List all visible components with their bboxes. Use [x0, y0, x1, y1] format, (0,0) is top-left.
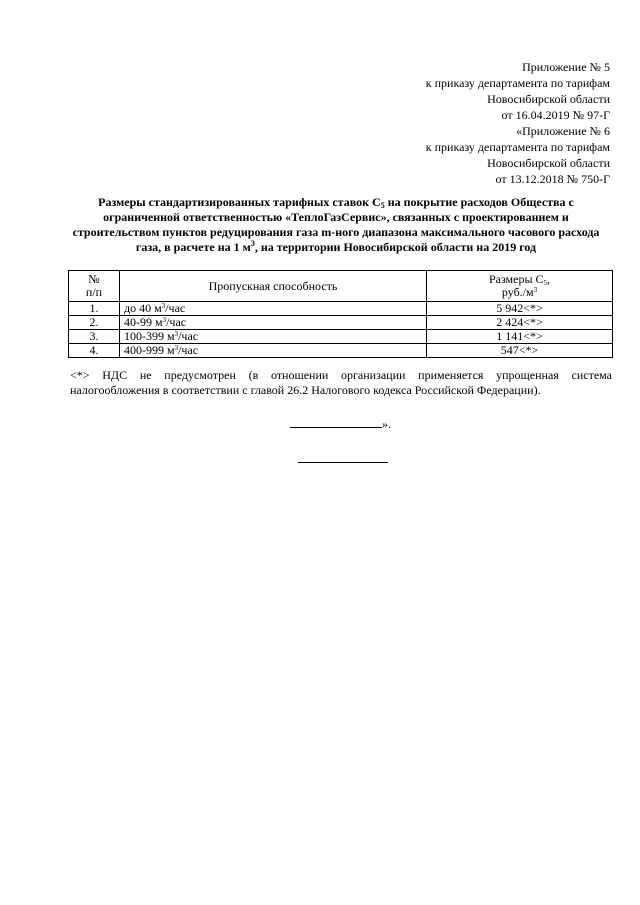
- row-capacity: 100-399 $м^3$/час: [120, 330, 427, 344]
- end-divider: [298, 462, 388, 463]
- title-superscript: 3: [250, 239, 255, 248]
- header-value: Размеры $С_5$, $руб./м^3$: [427, 271, 613, 302]
- table-row: [69, 302, 613, 316]
- table-row: [69, 316, 613, 330]
- closing-quote: ».: [382, 417, 391, 431]
- row-capacity: 40-99 $м^3$/час: [120, 316, 427, 330]
- title-part: Размеры стандартизированных тарифных ставок С: [98, 195, 381, 209]
- header-line: к приказу департамента по тарифам: [425, 140, 610, 154]
- header-number: № п/п: [69, 271, 120, 302]
- row-value: 547<*>: [427, 344, 613, 358]
- closing-signature-line: [290, 416, 391, 432]
- row-capacity: до 40 $м^3$/час: [120, 302, 427, 316]
- header-line: от 16.04.2019 № 97-Г: [501, 108, 610, 122]
- vat-footnote: <*> НДС не предусмотрен (в отношении организации применяется упрощенная система налогообложения в соответствии с главой 26.2 Налогового кодекса Российской Федерации).: [70, 368, 612, 397]
- header-line: «Приложение № 6: [516, 124, 610, 138]
- row-number: 2.: [69, 316, 120, 330]
- header-line: Приложение № 5: [522, 60, 610, 74]
- appendix-header: [426, 59, 610, 187]
- signature-underline: [290, 416, 382, 428]
- document-title: [60, 195, 612, 255]
- table-row: [69, 344, 613, 358]
- table-row: [69, 330, 613, 344]
- table-header-row: [69, 271, 613, 302]
- row-value: 2 424<*>: [427, 316, 613, 330]
- header-line: Новосибирской области: [487, 156, 610, 170]
- title-subscript: 5: [380, 201, 385, 210]
- title-part: на покрытие расходов Общества с ограниченной ответственностью «ТеплоГазСервис», связанных с проектированием и строительством пунктов редуцирования газа m-ного диапазона максимального часового расхода газа, в расчете на 1 м: [72, 195, 600, 254]
- title-part: , на территории Новосибирской области на 2019 год: [254, 240, 537, 254]
- tariff-table: [68, 270, 613, 358]
- row-number: 1.: [69, 302, 120, 316]
- header-line: к приказу департамента по тарифам: [425, 76, 610, 90]
- header-line: от 13.12.2018 № 750-Г: [495, 172, 610, 186]
- row-value: 5 942<*>: [427, 302, 613, 316]
- row-number: 4.: [69, 344, 120, 358]
- header-capacity: Пропускная способность: [120, 271, 427, 302]
- row-number: 3.: [69, 330, 120, 344]
- header-line: Новосибирской области: [487, 92, 610, 106]
- row-value: 1 141<*>: [427, 330, 613, 344]
- row-capacity: 400-999 $м^3$/час: [120, 344, 427, 358]
